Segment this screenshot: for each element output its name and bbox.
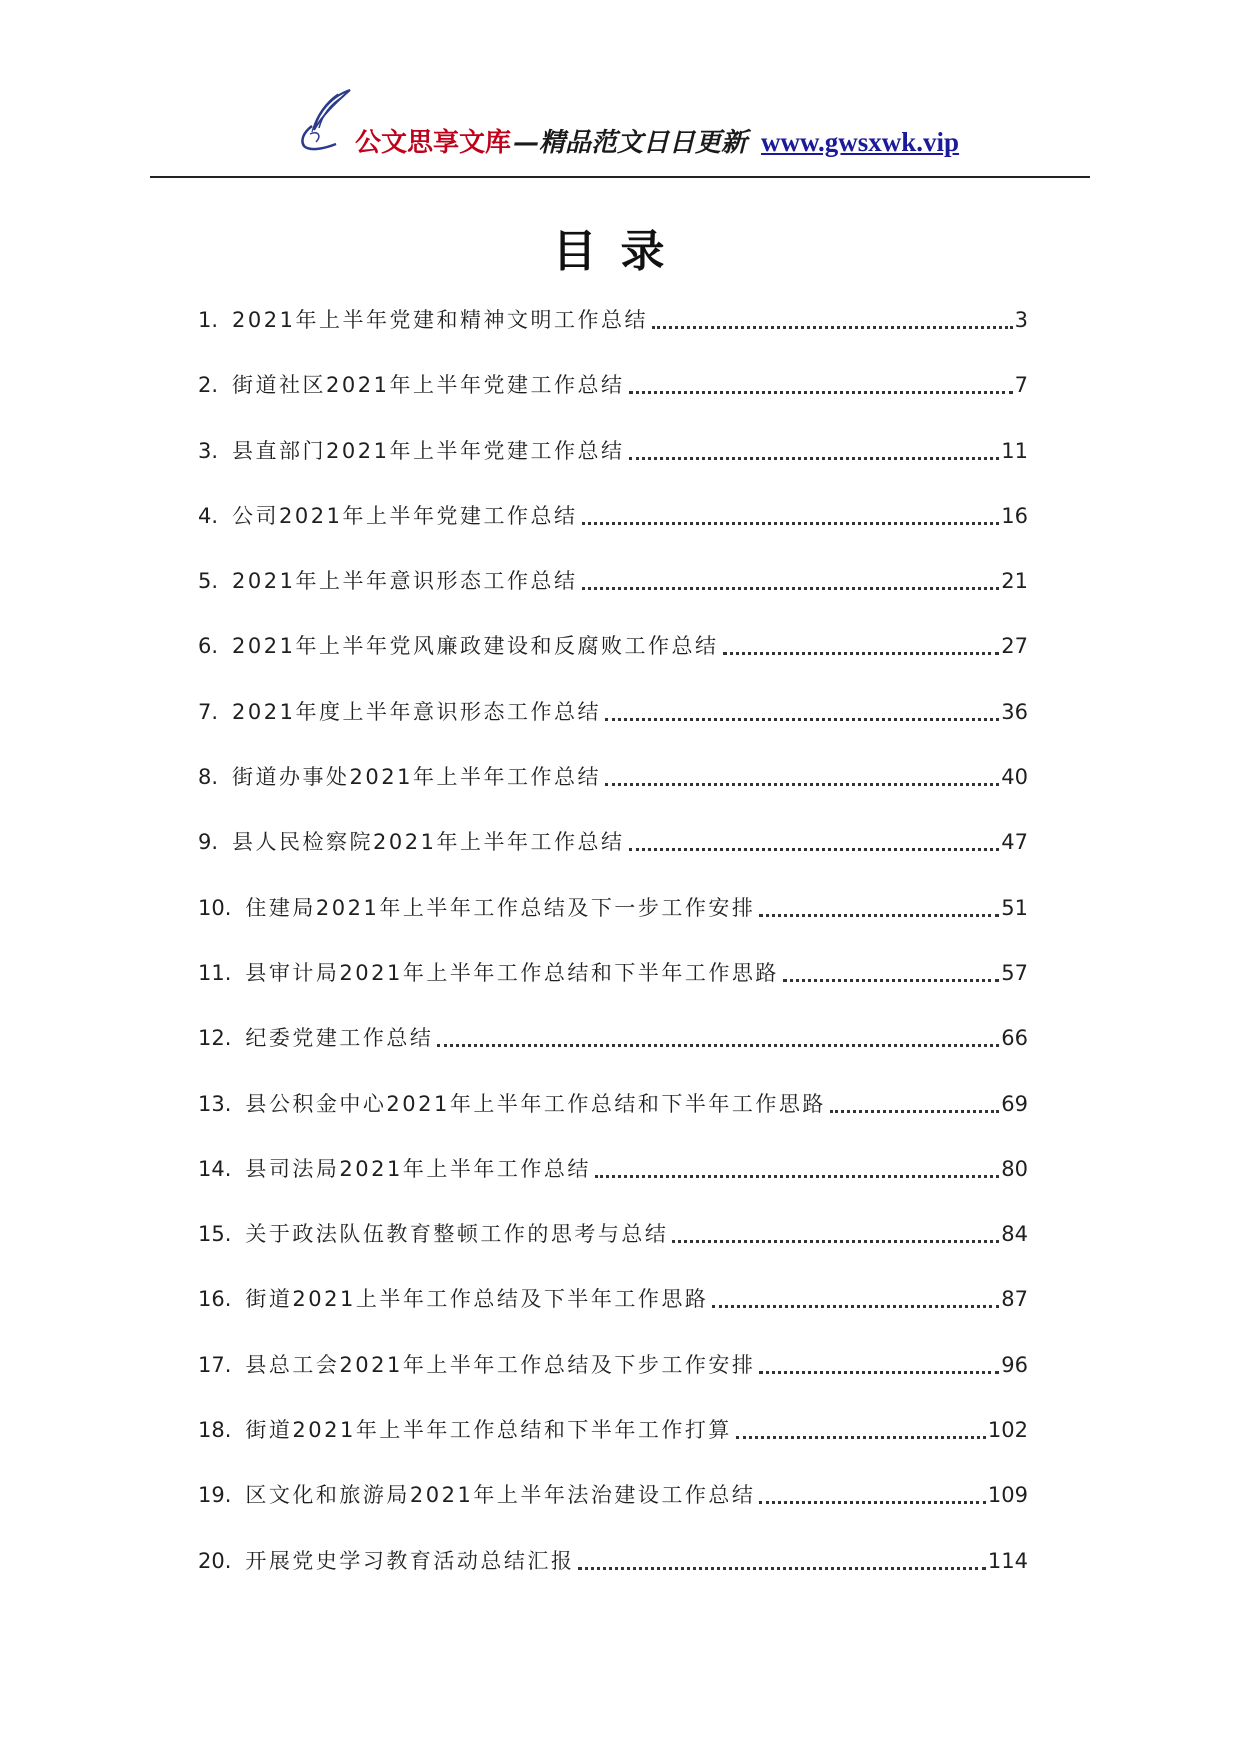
toc-entry-page: 80 [1001, 1156, 1028, 1181]
toc-entry-page: 102 [987, 1418, 1028, 1443]
toc-entry-number: 17. [198, 1352, 232, 1377]
toc-entry-title: 街道2021上半年工作总结及下半年工作思路 [245, 1287, 709, 1312]
toc-entry[interactable] [198, 893, 1028, 958]
toc-entry-title: 县人民检察院2021年上半年工作总结 [232, 830, 625, 855]
toc-dot-leader [629, 436, 1000, 460]
toc-entry-page: 47 [1001, 830, 1028, 855]
toc-entry-number: 13. [198, 1091, 232, 1116]
toc-entry[interactable] [198, 1154, 1028, 1219]
brand-name: 公文思享文库 [355, 128, 512, 158]
toc-dot-leader [723, 631, 1000, 655]
toc-entry-page: 21 [1001, 569, 1028, 594]
table-of-contents [198, 305, 1028, 1611]
toc-dot-leader [759, 1350, 999, 1374]
toc-entry-number: 5. [198, 569, 219, 594]
toc-entry[interactable] [198, 1089, 1028, 1154]
page-header [150, 80, 1090, 178]
toc-dot-leader [582, 501, 1000, 525]
toc-entry-page: 96 [1001, 1352, 1028, 1377]
toc-dot-leader [595, 1154, 999, 1178]
toc-dot-leader [437, 1023, 999, 1047]
toc-entry-number: 11. [198, 960, 232, 985]
toc-entry-page: 66 [1001, 1026, 1028, 1051]
toc-entry-title: 开展党史学习教育活动总结汇报 [245, 1548, 575, 1573]
toc-entry-title: 关于政法队伍教育整顿工作的思考与总结 [245, 1222, 669, 1247]
toc-entry-number: 4. [198, 503, 219, 528]
toc-entry-number: 3. [198, 438, 219, 463]
toc-dot-leader [629, 370, 1013, 394]
toc-dot-leader [652, 305, 1013, 329]
toc-entry[interactable] [198, 370, 1028, 435]
toc-entry-page: 87 [1001, 1287, 1028, 1312]
toc-entry-number: 19. [198, 1483, 232, 1508]
toc-dot-leader [712, 1284, 999, 1308]
toc-entry-page: 51 [1001, 895, 1028, 920]
toc-entry[interactable] [198, 827, 1028, 892]
toc-dot-leader [672, 1219, 999, 1243]
toc-entry-title: 县总工会2021年上半年工作总结及下步工作安排 [245, 1352, 756, 1377]
toc-dot-leader [759, 893, 999, 917]
toc-entry-number: 2. [198, 373, 219, 398]
toc-dot-leader [736, 1415, 986, 1439]
toc-entry-page: 3 [1014, 308, 1028, 332]
toc-dot-leader [830, 1089, 999, 1113]
toc-entry-number: 18. [198, 1418, 232, 1443]
toc-entry-number: 1. [198, 308, 219, 332]
brand-slogan: —精品范文日日更新 [513, 128, 748, 158]
toc-entry-title: 2021年度上半年意识形态工作总结 [232, 699, 601, 724]
toc-entry[interactable] [198, 501, 1028, 566]
toc-entry-page: 109 [987, 1483, 1028, 1508]
toc-entry-title: 县司法局2021年上半年工作总结 [245, 1156, 591, 1181]
toc-entry[interactable] [198, 697, 1028, 762]
brand-url-link[interactable]: www.gwsxwk.vip [761, 127, 960, 157]
toc-entry-page: 69 [1001, 1091, 1028, 1116]
toc-title: 目录 [552, 226, 689, 277]
toc-dot-leader [605, 762, 999, 786]
toc-entry-title: 2021年上半年意识形态工作总结 [232, 569, 578, 594]
toc-entry-title: 纪委党建工作总结 [245, 1026, 434, 1051]
toc-entry-title: 公司2021年上半年党建工作总结 [232, 503, 578, 528]
toc-entry[interactable] [198, 566, 1028, 631]
toc-entry-title: 街道2021年上半年工作总结和下半年工作打算 [245, 1418, 732, 1443]
toc-entry-title: 街道社区2021年上半年党建工作总结 [232, 373, 625, 398]
toc-entry-title: 街道办事处2021年上半年工作总结 [232, 765, 601, 790]
toc-entry[interactable] [198, 305, 1028, 370]
toc-dot-leader [605, 697, 999, 721]
toc-entry-title: 县直部门2021年上半年党建工作总结 [232, 438, 625, 463]
toc-dot-leader [578, 1546, 986, 1570]
toc-entry[interactable] [198, 436, 1028, 501]
toc-entry[interactable] [198, 958, 1028, 1023]
toc-entry-number: 20. [198, 1548, 232, 1573]
toc-entry-number: 9. [198, 830, 219, 855]
toc-entry-number: 7. [198, 699, 219, 724]
toc-entry[interactable] [198, 1023, 1028, 1088]
toc-entry[interactable] [198, 631, 1028, 696]
toc-entry-title: 2021年上半年党建和精神文明工作总结 [232, 308, 648, 332]
toc-entry-title: 住建局2021年上半年工作总结及下一步工作安排 [245, 895, 756, 920]
toc-entry-page: 27 [1001, 634, 1028, 659]
toc-entry-number: 8. [198, 765, 219, 790]
toc-entry[interactable] [198, 1415, 1028, 1480]
toc-entry-number: 16. [198, 1287, 232, 1312]
toc-entry-title: 区文化和旅游局2021年上半年法治建设工作总结 [245, 1483, 756, 1508]
toc-entry-page: 40 [1001, 765, 1028, 790]
toc-entry-page: 36 [1001, 699, 1028, 724]
toc-entry-page: 7 [1014, 373, 1028, 398]
toc-entry-number: 12. [198, 1026, 232, 1051]
toc-entry-number: 14. [198, 1156, 232, 1181]
toc-dot-leader [629, 827, 1000, 851]
toc-entry-title: 县公积金中心2021年上半年工作总结和下半年工作思路 [245, 1091, 826, 1116]
toc-dot-leader [582, 566, 1000, 590]
toc-entry-title: 2021年上半年党风廉政建设和反腐败工作总结 [232, 634, 719, 659]
toc-entry-page: 84 [1001, 1222, 1028, 1247]
toc-dot-leader [759, 1480, 986, 1504]
toc-entry-number: 10. [198, 895, 232, 920]
toc-entry[interactable] [198, 762, 1028, 827]
toc-entry-page: 57 [1001, 960, 1028, 985]
toc-dot-leader [783, 958, 999, 982]
toc-entry-page: 11 [1001, 438, 1028, 463]
toc-entry[interactable] [198, 1284, 1028, 1349]
brand-line [355, 122, 959, 159]
toc-entry-number: 6. [198, 634, 219, 659]
toc-entry[interactable] [198, 1480, 1028, 1545]
quill-logo-icon [292, 86, 362, 156]
toc-entry[interactable] [198, 1546, 1028, 1611]
toc-entry-title: 县审计局2021年上半年工作总结和下半年工作思路 [245, 960, 779, 985]
toc-entry[interactable] [198, 1219, 1028, 1284]
toc-entry-page: 114 [987, 1548, 1028, 1573]
toc-entry[interactable] [198, 1350, 1028, 1415]
toc-entry-page: 16 [1001, 503, 1028, 528]
toc-entry-number: 15. [198, 1222, 232, 1247]
